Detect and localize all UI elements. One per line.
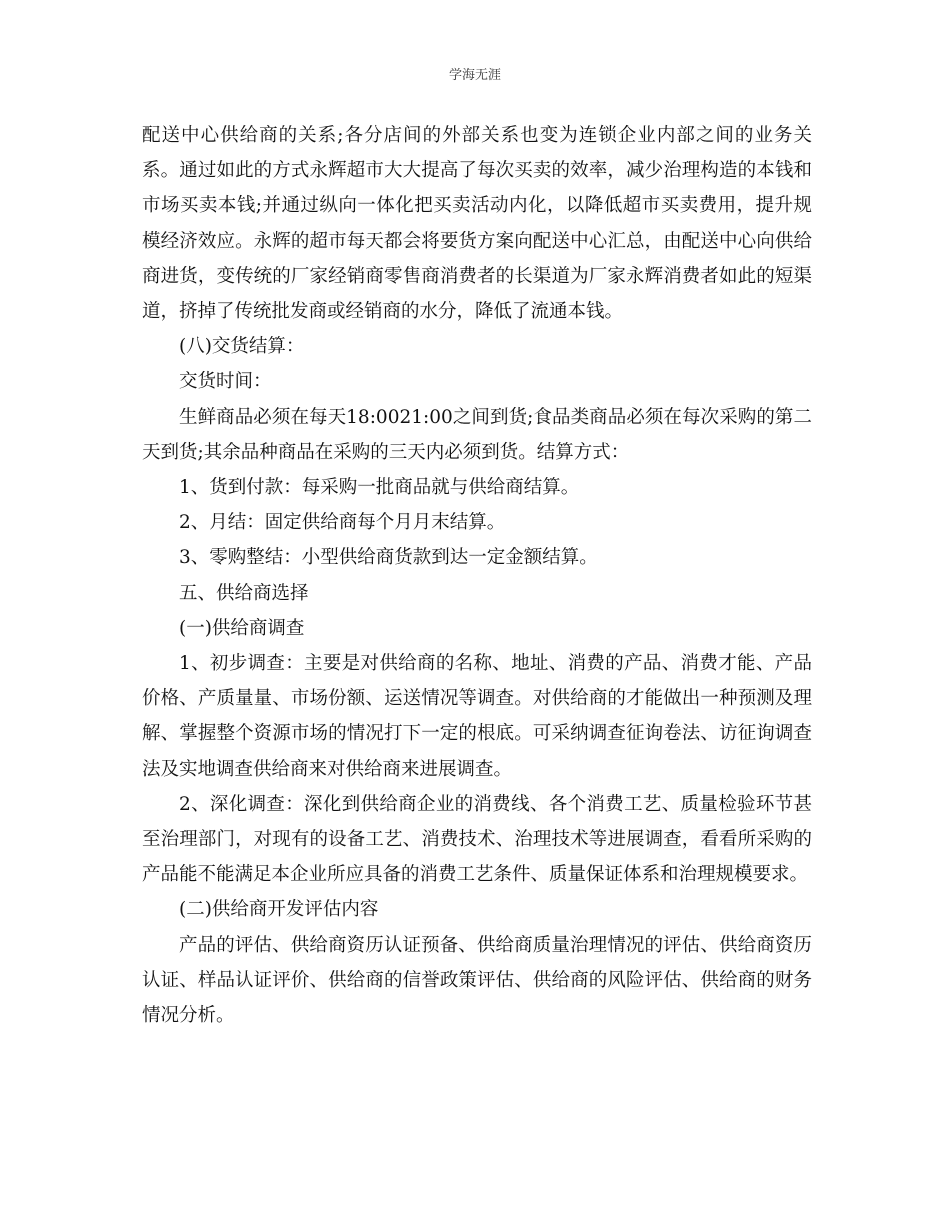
subsection-heading-supplier-survey: (一)供给商调查 <box>179 617 305 639</box>
page-header-title: 学海无涯 <box>448 68 501 83</box>
paragraph-delivery-time-label: 交货时间： <box>179 371 272 393</box>
list-item-monthly-settlement: 2、月结：固定供给商每个月月末结算。 <box>179 512 506 534</box>
subsection-heading-evaluation-content: (二)供给商开发评估内容 <box>179 899 379 921</box>
list-item-cash-on-delivery: 1、货到付款：每采购一批商品就与供给商结算。 <box>179 477 580 499</box>
paragraph-delivery-time: 生鲜商品必须在每天18:0021:00之间到货;食品类商品必须在每次采购的第二天到货;其余品种商品在采购的三天内必须到货。结算方式： <box>142 406 812 463</box>
paragraph-evaluation-content: 产品的评估、供给商资历认证预备、供给商质量治理情况的评估、供给商资历认证、样品认证评价、供给商的信誉政策评估、供给商的风险评估、供给商的财务情况分析。 <box>142 934 812 1027</box>
paragraph-in-depth-survey: 2、深化调查：深化到供给商企业的消费线、各个消费工艺、质量检验环节甚至治理部门，对现有的设备工艺、消费技术、治理技术等进展调查，看看所采购的产品能不能满足本企业所应具备的消费工艺条件、质量保证体系和治理规模要求。 <box>142 793 812 886</box>
section-heading-delivery-settlement: (八)交货结算： <box>179 336 305 358</box>
section-heading-supplier-selection: 五、供给商选择 <box>179 582 309 604</box>
paragraph-1: 配送中心供给商的关系;各分店间的外部关系也变为连锁企业内部之间的业务关系。通过如此的方式永辉超市大大提高了每次买卖的效率，减少治理构造的本钱和市场买卖本钱;并通过纵向一体化把买卖活动内化，以降低超市买卖费用，提升规模经济效应。永辉的超市每天都会将要货方案向配送中心汇总，由配送中心向供给商进货，变传统的厂家经销商零售商消费者的长渠道为厂家永辉消费者如此的短渠道，挤掉了传统批发商或经销商的水分，降低了流通本钱。 <box>142 125 812 323</box>
document-body <box>142 118 812 1033</box>
paragraph-preliminary-survey: 1、初步调查：主要是对供给商的名称、地址、消费的产品、消费才能、产品价格、产质量量、市场份额、运送情况等调查。对供给商的才能做出一种预测及理解、掌握整个资源市场的情况打下一定的根底。可采纳调查征询卷法、访征询调查法及实地调查供给商来对供给商来进展调查。 <box>142 653 812 780</box>
list-item-accumulated-settlement: 3、零购整结：小型供给商货款到达一定金额结算。 <box>179 547 598 569</box>
